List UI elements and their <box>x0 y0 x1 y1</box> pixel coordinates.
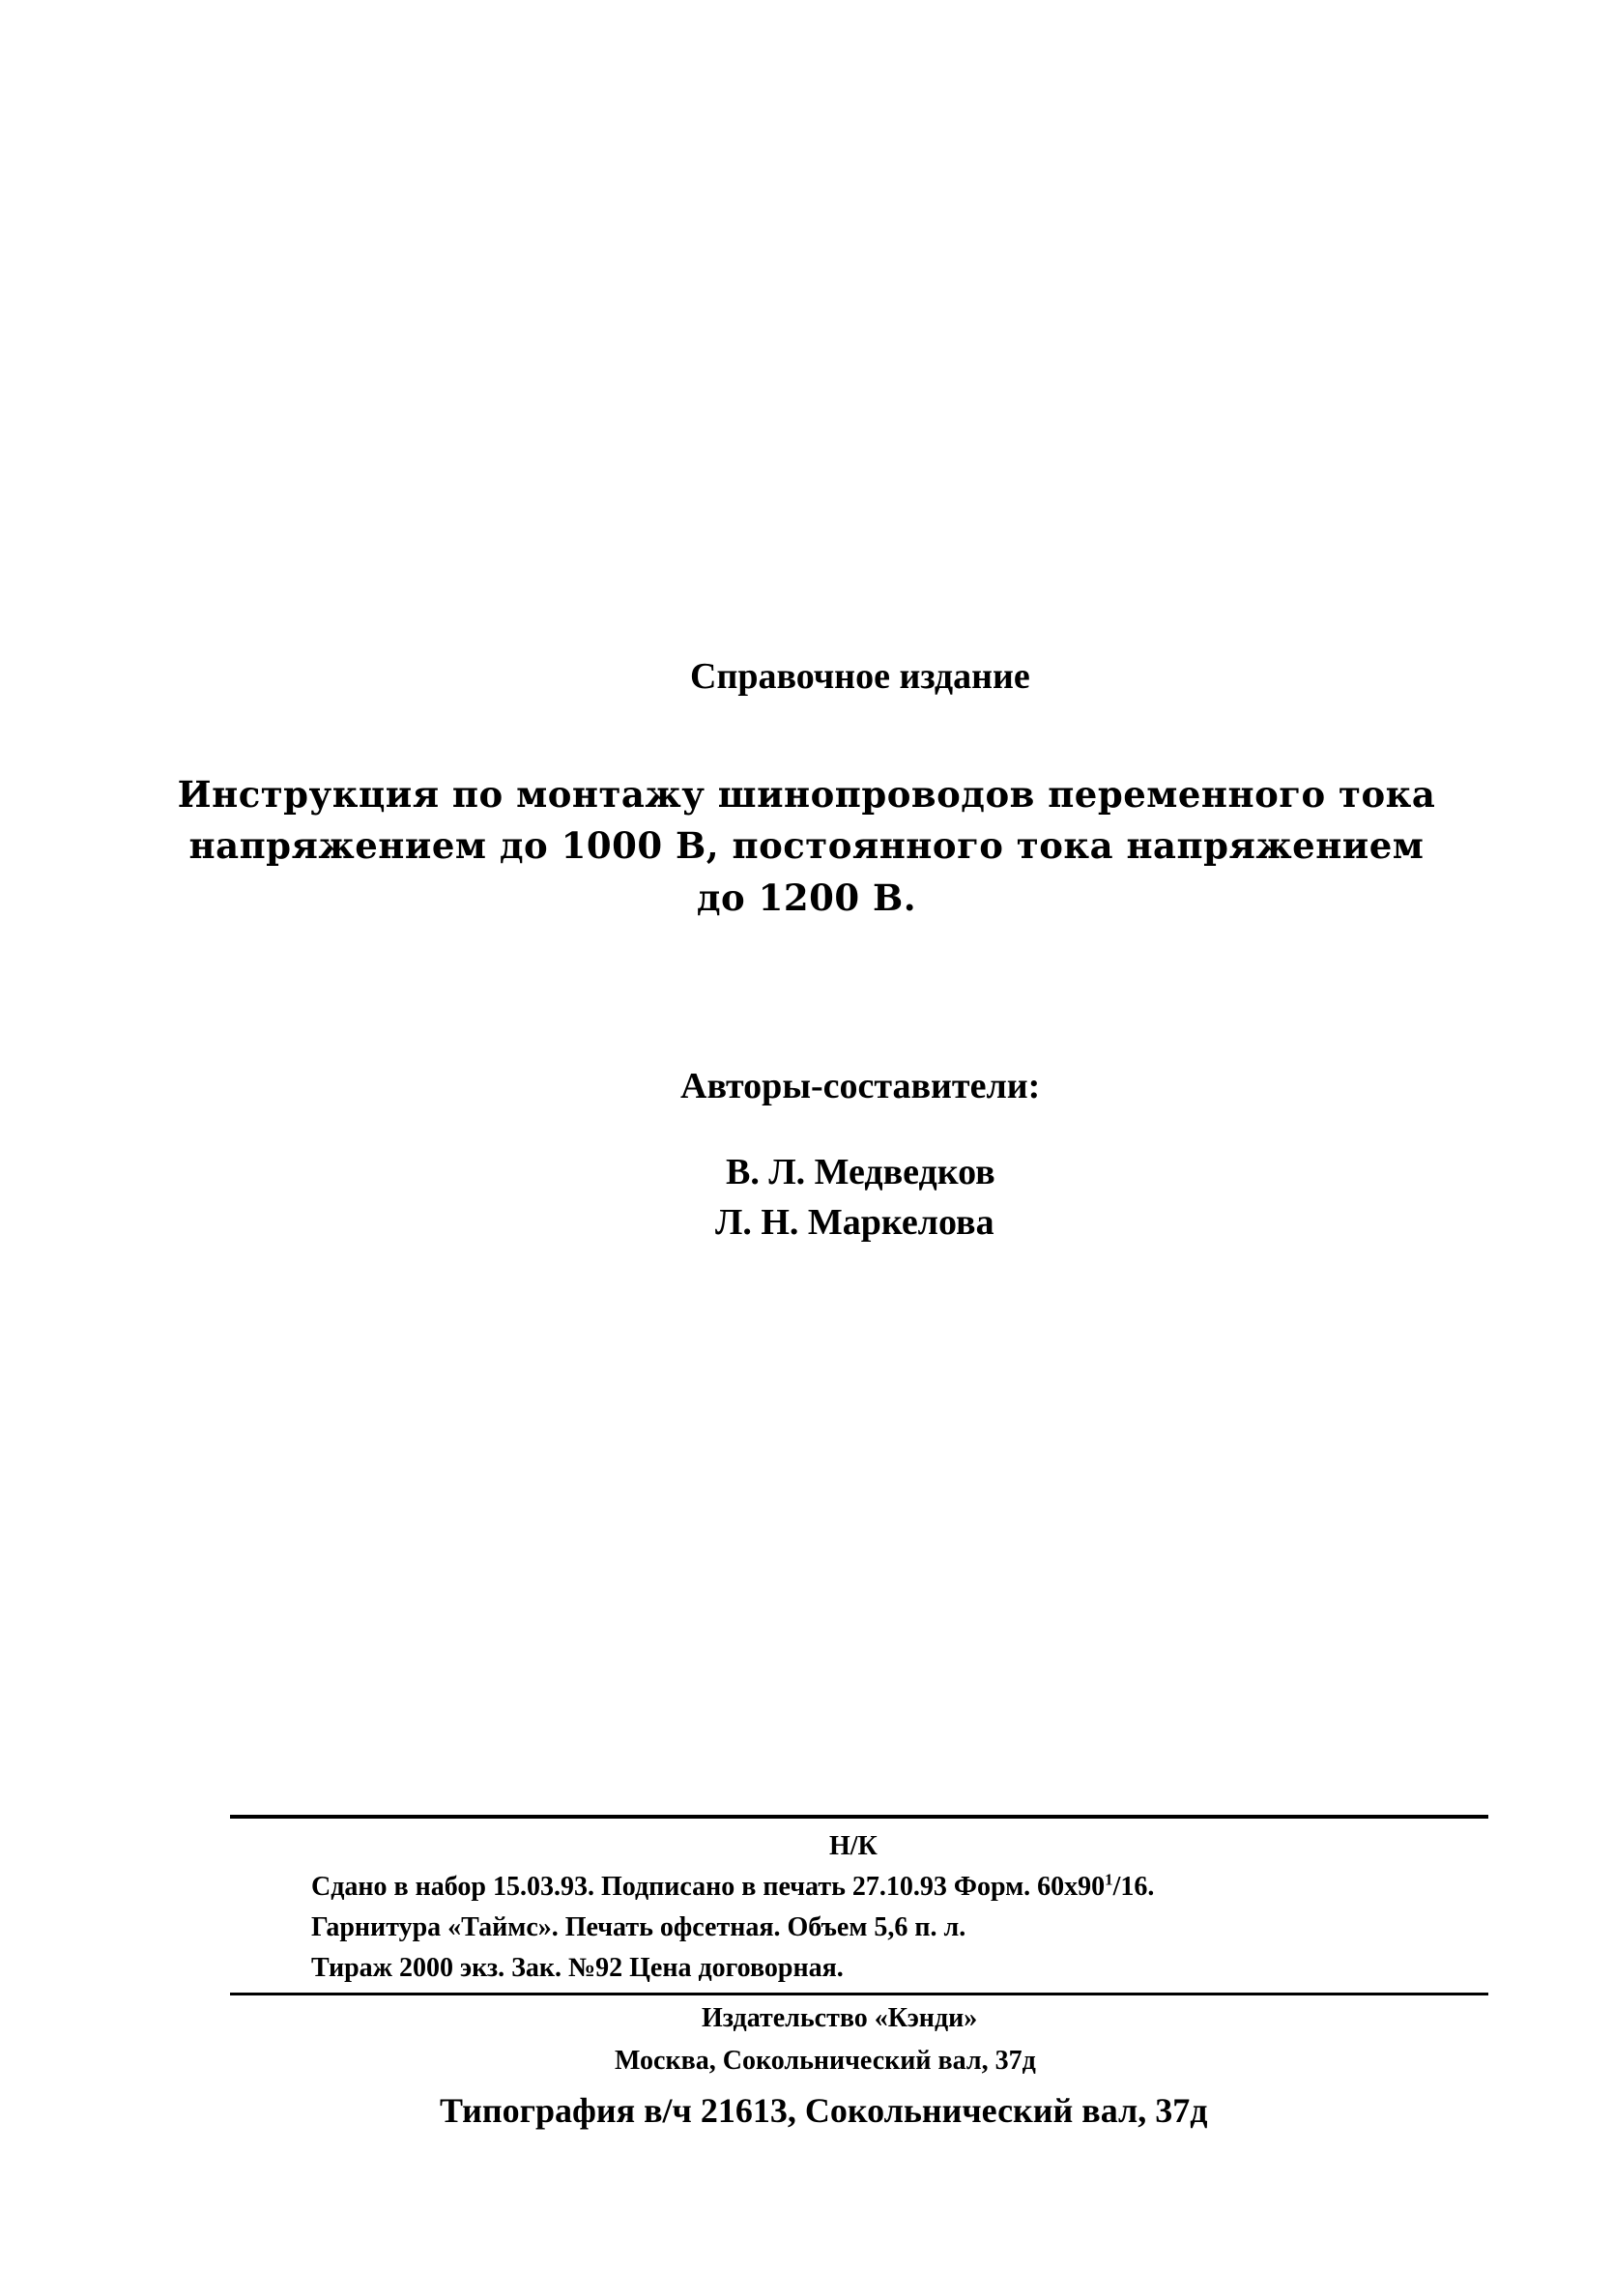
author-2: Л. Н. Маркелова <box>715 1202 994 1243</box>
colophon-line-1-text: Сдано в набор 15.03.93. Подписано в печать 27.10.93 Форм. 60х90 <box>311 1872 1106 1902</box>
colophon-line-1 <box>311 1872 1154 1903</box>
title-line-2: напряжением до 1000 В, постоянного тока напряжением <box>188 824 1425 867</box>
format-tail: /16. <box>1112 1872 1155 1902</box>
title-line-1: Инструкция по монтажу шинопроводов переменного тока <box>177 773 1436 816</box>
colophon-line-3: Тираж 2000 экз. Зак. №92 Цена договорная. <box>311 1953 844 1983</box>
authors-label: Авторы-составители: <box>680 1066 1041 1106</box>
printer-line: Типография в/ч 21613, Сокольнический вал, 37д <box>440 2091 1208 2130</box>
colophon-top-rule <box>230 1815 1488 1819</box>
format-superscript: 1 <box>1105 1870 1113 1889</box>
publisher-name: Издательство «Кэнди» <box>702 2003 978 2033</box>
colophon-code: Н/К <box>829 1831 878 1861</box>
edition-type: Справочное издание <box>690 656 1030 697</box>
colophon-bottom-rule <box>230 1993 1488 1995</box>
title-line-3: до 1200 В. <box>696 876 917 919</box>
author-1: В. Л. Медведков <box>726 1152 995 1192</box>
colophon-line-2: Гарнитура «Таймс». Печать офсетная. Объем 5,6 п. л. <box>311 1912 966 1942</box>
publisher-address: Москва, Сокольнический вал, 37д <box>615 2046 1036 2076</box>
